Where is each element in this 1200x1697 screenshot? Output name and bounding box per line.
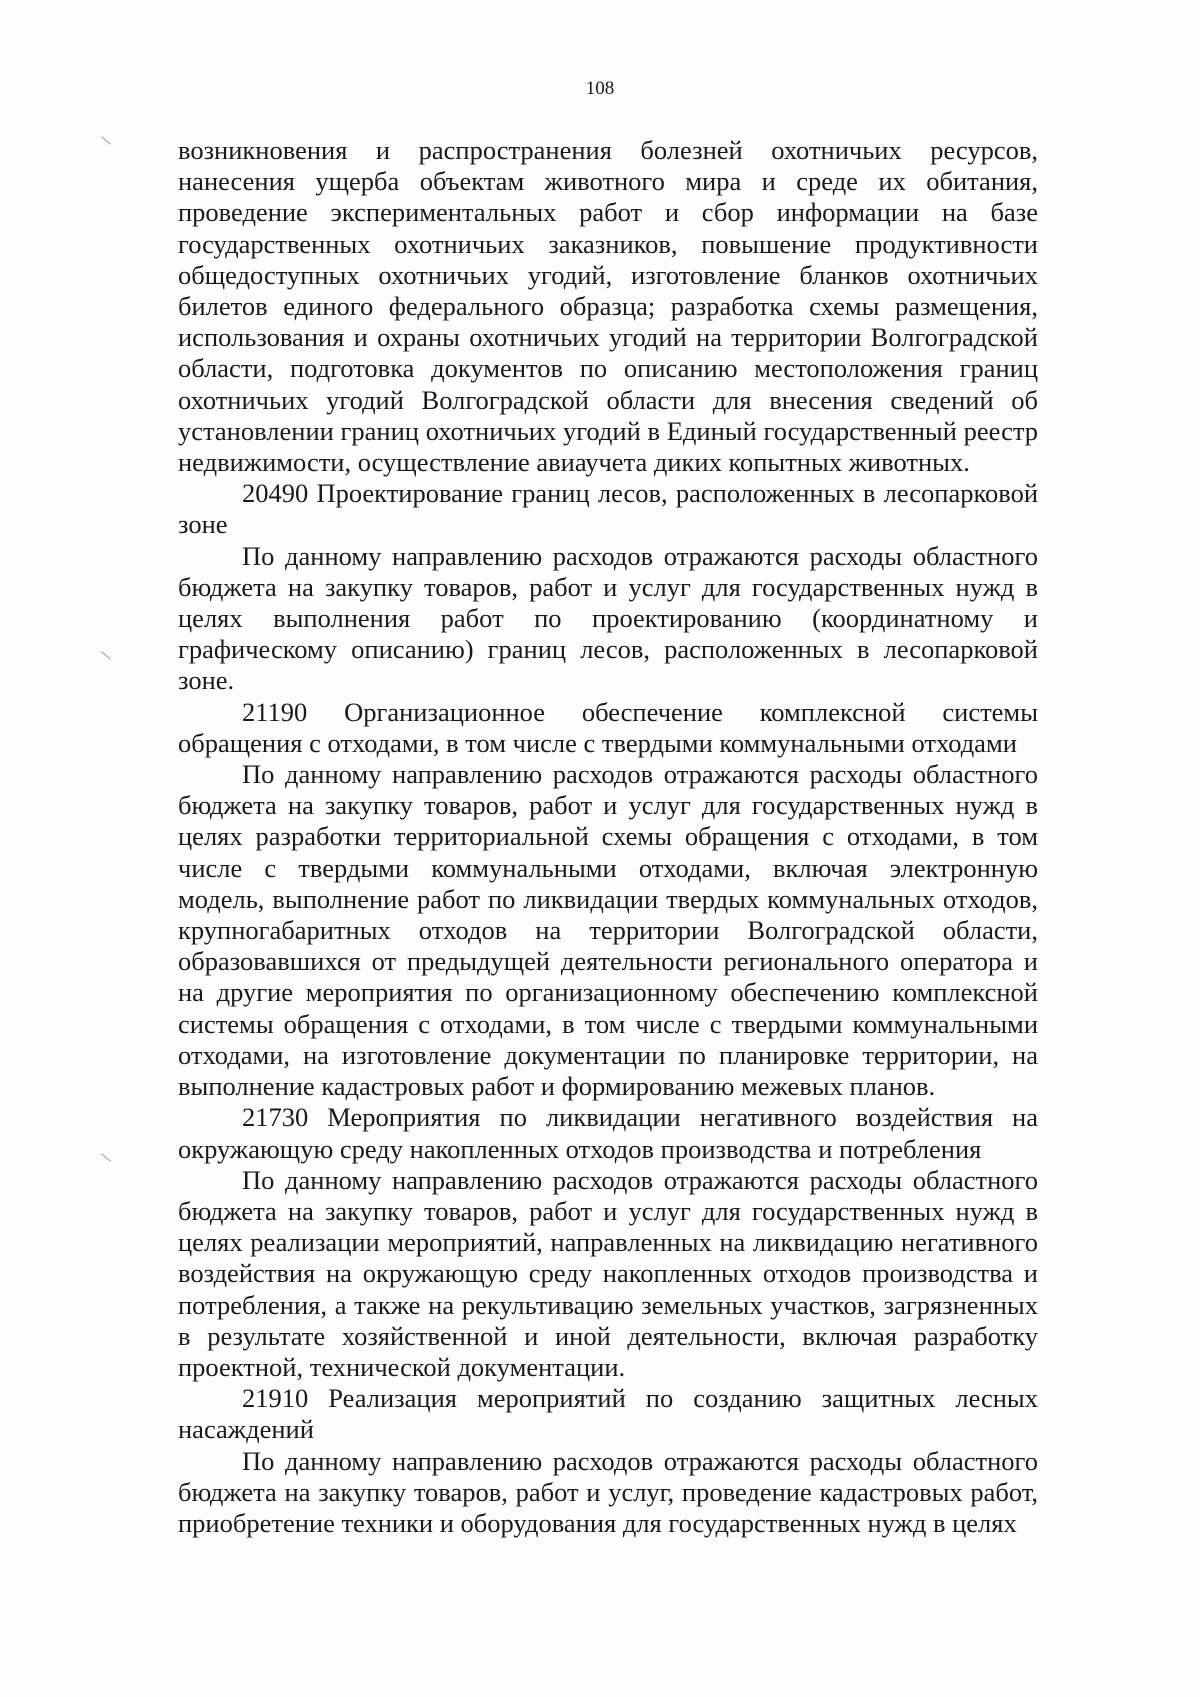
- paragraph: По данному направлению расходов отражаются расходы областного бюджета на закупку товаров, работ и услуг, проведение кадастровых работ, приобретение техники и оборудования для государственных нужд в целях: [178, 1445, 1038, 1538]
- section-heading-20490: 20490 Проектирование границ лесов, расположенных в лесопарковой зоне: [178, 478, 1038, 540]
- section-heading-21730: 21730 Мероприятия по ликвидации негативного воздействия на окружающую среду накопленных отходов производства и потребления: [178, 1102, 1038, 1164]
- paragraph: По данному направлению расходов отражаются расходы областного бюджета на закупку товаров, работ и услуг для государственных нужд в целях разработки территориальной схемы обращения с отходами, в том числе с твердыми коммунальными отходами, включая электронную модель, выполнение работ по ликвидации твердых коммунальных отходов, крупногабаритных отходов на территории Волгоградской области, образовавшихся от предыдущей деятельности регионального оператора и на другие мероприятия по организационному обеспечению комплексной системы обращения с отходами, в том числе с твердыми коммунальными отходами, на изготовление документации по планировке территории, на выполнение кадастровых работ и формированию межевых планов.: [178, 759, 1038, 1102]
- paragraph: По данному направлению расходов отражаются расходы областного бюджета на закупку товаров, работ и услуг для государственных нужд в целях реализации мероприятий, направленных на ликвидацию негативного воздействия на окружающую среду накопленных отходов производства и потребления, а также на рекультивацию земельных участков, загрязненных в результате хозяйственной и иной деятельности, включая разработку проектной, технической документации.: [178, 1164, 1038, 1382]
- section-heading-21910: 21910 Реализация мероприятий по созданию защитных лесных насаждений: [178, 1383, 1038, 1445]
- scan-mark: [101, 651, 111, 659]
- paragraph: По данному направлению расходов отражаются расходы областного бюджета на закупку товаров, работ и услуг для государственных нужд в целях выполнения работ по проектированию (координатному и графическому описанию) границ лесов, расположенных в лесопарковой зоне.: [178, 540, 1038, 696]
- paragraph-continuation: возникновения и распространения болезней охотничьих ресурсов, нанесения ущерба объектам животного мира и среде их обитания, проведение экспериментальных работ и сбор информации на базе государственных охотничьих заказников, повышение продуктивности общедоступных охотничьих угодий, изготовление бланков охотничьих билетов единого федерального образца; разработка схемы размещения, использования и охраны охотничьих угодий на территории Волгоградской области, подготовка документов по описанию местоположения границ охотничьих угодий Волгоградской области для внесения сведений об установлении границ охотничьих угодий в Единый государственный реестр недвижимости, осуществление авиаучета диких копытных животных.: [178, 135, 1038, 478]
- document-body: [178, 135, 1038, 1539]
- scan-mark: [101, 1153, 111, 1161]
- page-number: 108: [585, 78, 615, 99]
- section-heading-21190: 21190 Организационное обеспечение комплексной системы обращения с отходами, в том числе с твердыми коммунальными отходами: [178, 696, 1038, 758]
- scan-mark: [101, 136, 111, 144]
